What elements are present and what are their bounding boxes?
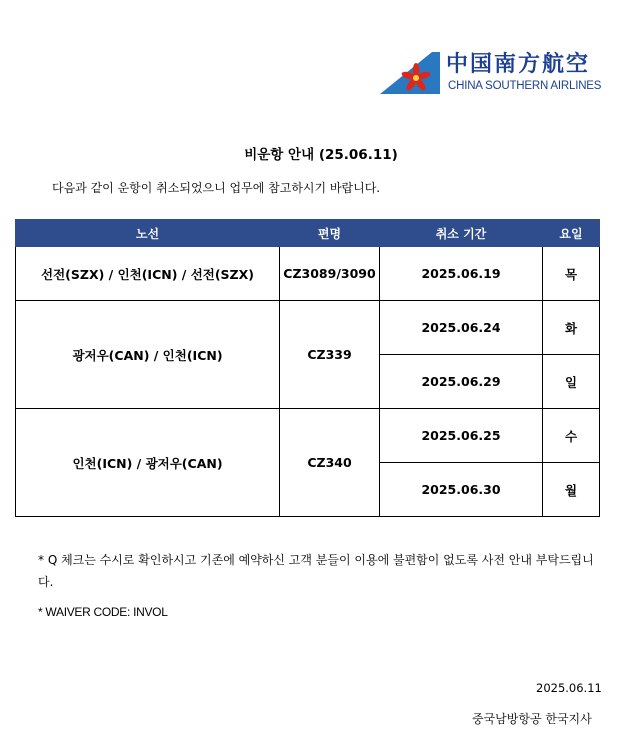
weekday-cell: 수	[543, 409, 600, 463]
flight-cell: CZ340	[280, 409, 380, 517]
flight-cell: CZ339	[280, 301, 380, 409]
weekday-cell: 화	[543, 301, 600, 355]
header-route: 노선	[16, 220, 280, 247]
header-weekday: 요일	[543, 220, 600, 247]
date-cell: 2025.06.29	[380, 355, 543, 409]
table-row	[16, 301, 600, 355]
q-check-note: * Q 체크는 수시로 확인하시고 기존에 예약하신 고객 분들이 이용에 불편함이 없도록 사전 안내 부탁드립니다.	[38, 553, 594, 589]
weekday-cell: 목	[543, 247, 600, 301]
date-cell: 2025.06.25	[380, 409, 543, 463]
page-title: 비운항 안내 (25.06.11)	[244, 147, 398, 163]
flight-cell: CZ3089/3090	[280, 247, 380, 301]
weekday-cell: 월	[543, 463, 600, 517]
route-cell: 인천(ICN) / 광저우(CAN)	[16, 409, 280, 517]
date-cell: 2025.06.19	[380, 247, 543, 301]
date-cell: 2025.06.24	[380, 301, 543, 355]
header-period: 취소 기간	[380, 220, 543, 247]
logo-chinese-name: 中国南方航空	[446, 52, 591, 77]
kapok-flower-logo-icon	[380, 52, 440, 96]
waiver-code-note: * WAIVER CODE: INVOL	[38, 605, 168, 619]
header-flight: 편명	[280, 220, 380, 247]
airline-logo	[380, 52, 610, 96]
date-cell: 2025.06.30	[380, 463, 543, 517]
route-cell: 광저우(CAN) / 인천(ICN)	[16, 301, 280, 409]
logo-english-name: CHINA SOUTHERN AIRLINES	[448, 80, 602, 92]
table-row	[16, 247, 600, 301]
weekday-cell: 일	[543, 355, 600, 409]
intro-text: 다음과 같이 운항이 취소되었으니 업무에 참고하시기 바랍니다.	[52, 181, 381, 195]
issue-date: 2025.06.11	[536, 681, 602, 695]
route-cell: 선전(SZX) / 인천(ICN) / 선전(SZX)	[16, 247, 280, 301]
table-row	[16, 409, 600, 463]
signature: 중국남방항공 한국지사	[472, 712, 592, 726]
notes-section	[38, 549, 608, 623]
table-header-row	[16, 220, 600, 247]
cancellation-table	[15, 219, 600, 517]
